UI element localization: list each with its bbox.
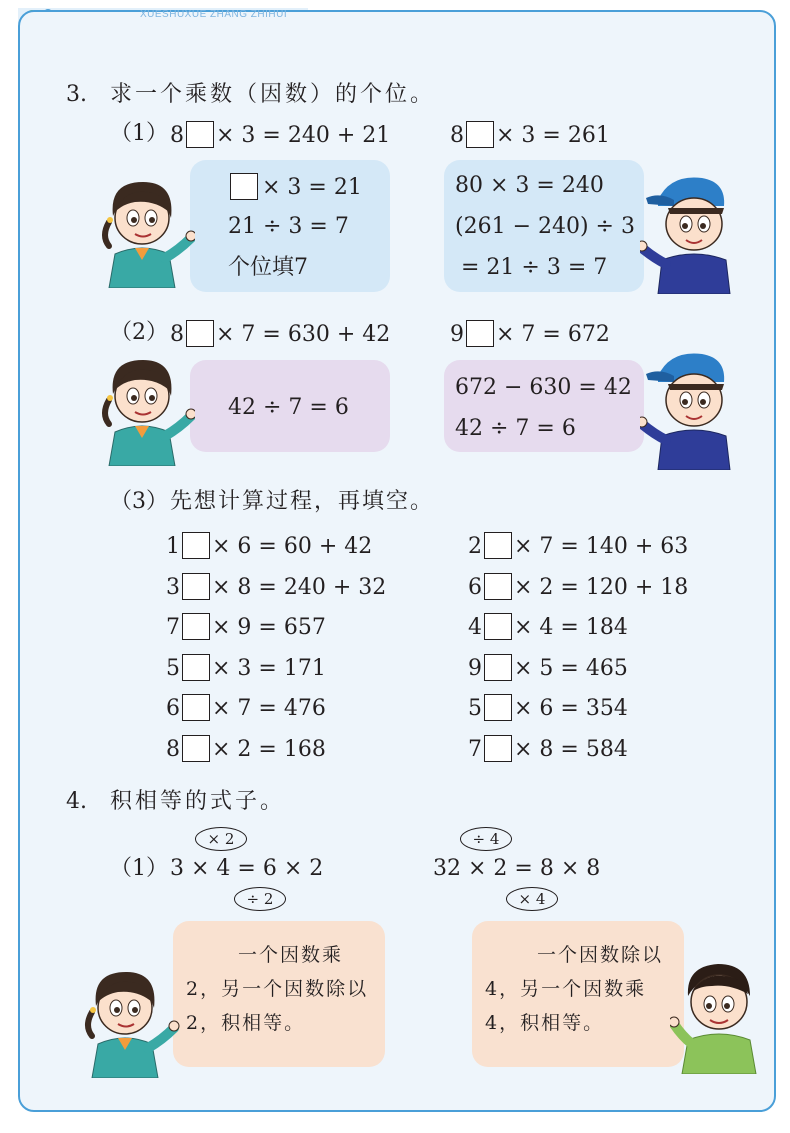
- answer-box[interactable]: [484, 532, 512, 559]
- boy-bubble-2-line1: 672 − 630 = 42: [455, 375, 632, 400]
- fill-blank-equation: 2 × 7 = 140 + 63: [468, 534, 689, 559]
- girl-bubble-1-line3: 个位填7: [228, 255, 308, 280]
- girl-bubble-1-line2: 21 ÷ 3 = 7: [228, 214, 349, 239]
- fill-blank-equation: 6 × 2 = 120 + 18: [468, 574, 689, 600]
- girl-bubble-1-line1: × 3 = 21: [228, 173, 362, 201]
- operation-annotation: ÷ 2: [234, 887, 286, 911]
- answer-box[interactable]: [182, 613, 210, 640]
- girl-bubble-2-line1: 42 ÷ 7 = 6: [228, 395, 349, 420]
- equal-product-equation-left: 3 × 4 = 6 × 2: [170, 856, 324, 881]
- answer-box[interactable]: [484, 735, 512, 762]
- operation-annotation: ÷ 4: [460, 827, 512, 851]
- fill-blank-equation: 5 × 6 = 354: [468, 696, 628, 721]
- equal-product-equation-right: 32 × 2 = 8 × 8: [433, 856, 601, 881]
- fill-blank-equation: 7 × 8 = 584: [468, 736, 628, 762]
- section4-number: 4.: [66, 789, 87, 814]
- fill-blank-equation: 5 × 3 = 171: [166, 655, 326, 681]
- answer-box[interactable]: [484, 694, 512, 721]
- boy-note-text: 一个因数除以4，另一个因数乘4，积相等。: [485, 944, 664, 1034]
- answer-box[interactable]: [182, 694, 210, 721]
- fill-blank-equation: 8 × 2 = 168: [166, 736, 326, 762]
- boy-bubble-1-line3: = 21 ÷ 3 = 7: [461, 255, 608, 280]
- girl-illustration: [95, 176, 195, 288]
- answer-box[interactable]: [484, 573, 512, 600]
- part2-label: （2）: [110, 320, 168, 345]
- section4-label: （1）: [110, 856, 168, 881]
- part1-equation-a: 8 × 3 = 240 + 21: [170, 123, 391, 148]
- answer-box[interactable]: [186, 320, 214, 347]
- girl-illustration: [76, 966, 180, 1078]
- fill-blank-equation: 9 × 5 = 465: [468, 655, 628, 681]
- answer-box[interactable]: [466, 320, 494, 347]
- part1-equation-b: 8 × 3 = 261: [450, 123, 610, 148]
- header-pinyin: XUESHUXUE ZHANG ZHIHUI: [140, 9, 288, 20]
- girl-note-text: 一个因数乘2，另一个因数除以2，积相等。: [186, 944, 369, 1034]
- part2-equation-b: 9 × 7 = 672: [450, 322, 610, 347]
- answer-box[interactable]: [182, 532, 210, 559]
- fill-blank-equation: 3 × 8 = 240 + 32: [166, 574, 387, 600]
- boy-illustration: [640, 170, 740, 294]
- operation-annotation: × 2: [195, 827, 247, 851]
- answer-box[interactable]: [182, 573, 210, 600]
- section4-heading: 积相等的式子。: [110, 789, 286, 814]
- answer-box[interactable]: [182, 654, 210, 681]
- part3-instruction: 先想计算过程，再填空。: [170, 489, 435, 514]
- girl-illustration: [95, 354, 195, 466]
- answer-box[interactable]: [182, 735, 210, 762]
- boy-bubble-1-line2: (261 − 240) ÷ 3: [455, 214, 635, 239]
- boy-bubble-2-line2: 42 ÷ 7 = 6: [455, 416, 576, 441]
- part2-equation-a: 8 × 7 = 630 + 42: [170, 322, 391, 347]
- fill-blank-equation: 6 × 7 = 476: [166, 696, 326, 721]
- answer-box[interactable]: [466, 121, 494, 148]
- part1-label: （1）: [110, 121, 168, 146]
- boy-illustration: [640, 346, 740, 470]
- answer-box: [230, 173, 258, 200]
- answer-box[interactable]: [186, 121, 214, 148]
- section3-number: 3.: [66, 82, 87, 107]
- section3-heading: 求一个乘数（因数）的个位。: [110, 82, 436, 107]
- boy-illustration: [670, 956, 766, 1074]
- fill-blank-equation: 7 × 9 = 657: [166, 615, 326, 640]
- answer-box[interactable]: [484, 613, 512, 640]
- fill-blank-equation: 1 × 6 = 60 + 42: [166, 534, 373, 559]
- part3-label: （3）: [110, 489, 168, 514]
- boy-bubble-1-line1: 80 × 3 = 240: [455, 173, 604, 198]
- operation-annotation: × 4: [506, 887, 558, 911]
- answer-box[interactable]: [484, 654, 512, 681]
- fill-blank-equation: 4 × 4 = 184: [468, 615, 628, 640]
